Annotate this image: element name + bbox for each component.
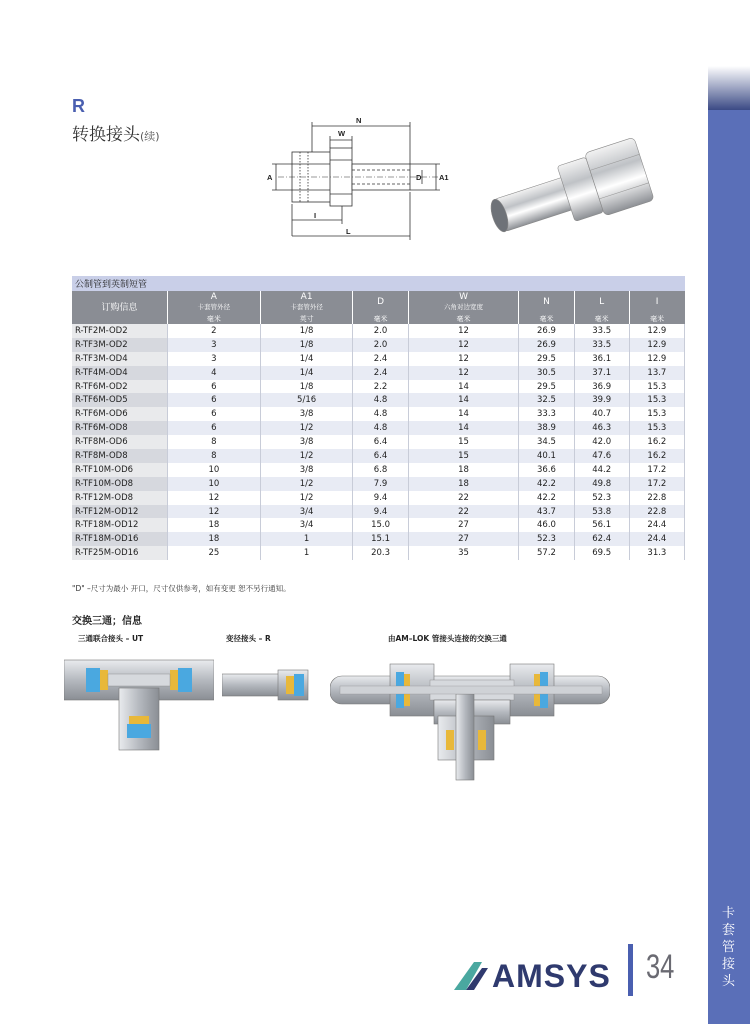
value-cell: 14 xyxy=(408,407,519,421)
value-cell: 24.4 xyxy=(629,532,684,546)
value-cell: 5/16 xyxy=(260,393,353,407)
value-cell: 33.5 xyxy=(574,324,629,338)
col-header-n: N xyxy=(519,291,574,313)
dim-label-n: N xyxy=(356,116,362,125)
value-cell: 6 xyxy=(168,421,261,435)
value-cell: 17.2 xyxy=(629,477,684,491)
value-cell: 1/2 xyxy=(260,477,353,491)
value-cell: 6 xyxy=(168,380,261,394)
value-cell: 42.0 xyxy=(574,435,629,449)
order-code-cell: R-TF8M-OD8 xyxy=(72,449,168,463)
value-cell: 4 xyxy=(168,366,261,380)
col-header-w: W 六角对边宽度 xyxy=(408,291,519,313)
table-row xyxy=(72,491,685,505)
value-cell: 4.8 xyxy=(353,421,408,435)
title-suffix: (续) xyxy=(140,130,160,143)
table-row xyxy=(72,421,685,435)
table-row xyxy=(72,449,685,463)
value-cell: 37.1 xyxy=(574,366,629,380)
value-cell: 15.1 xyxy=(353,532,408,546)
table-row xyxy=(72,338,685,352)
value-cell: 12 xyxy=(168,491,261,505)
value-cell: 25 xyxy=(168,546,261,560)
value-cell: 22.8 xyxy=(629,505,684,519)
value-cell: 18 xyxy=(168,518,261,532)
value-cell: 10 xyxy=(168,477,261,491)
table-row xyxy=(72,393,685,407)
page-title: 转换接头(续) xyxy=(72,125,160,145)
value-cell: 18 xyxy=(408,463,519,477)
order-code-cell: R-TF12M-OD12 xyxy=(72,505,168,519)
value-cell: 6 xyxy=(168,393,261,407)
product-photo xyxy=(480,125,660,235)
unit-a: 毫米 xyxy=(168,313,261,324)
col-header-i: I xyxy=(629,291,684,313)
union-tee-illustration xyxy=(64,648,214,752)
value-cell: 3 xyxy=(168,352,261,366)
table-row xyxy=(72,505,685,519)
value-cell: 18 xyxy=(408,477,519,491)
table-row xyxy=(72,435,685,449)
value-cell: 29.5 xyxy=(519,380,574,394)
table-row xyxy=(72,463,685,477)
table-row xyxy=(72,352,685,366)
value-cell: 2.2 xyxy=(353,380,408,394)
side-category-label: 卡 套 管 接 头 xyxy=(721,906,736,989)
value-cell: 36.9 xyxy=(574,380,629,394)
value-cell: 12 xyxy=(408,352,519,366)
brand-logo: AMSYS xyxy=(492,958,611,994)
dim-label-i: I xyxy=(314,211,317,220)
value-cell: 34.5 xyxy=(519,435,574,449)
value-cell: 2.4 xyxy=(353,366,408,380)
value-cell: 12.9 xyxy=(629,324,684,338)
value-cell: 7.9 xyxy=(353,477,408,491)
value-cell: 1 xyxy=(260,546,353,560)
value-cell: 40.7 xyxy=(574,407,629,421)
value-cell: 36.1 xyxy=(574,352,629,366)
value-cell: 22 xyxy=(408,505,519,519)
dim-label-d: D xyxy=(416,173,422,182)
value-cell: 3/8 xyxy=(260,463,353,477)
value-cell: 6 xyxy=(168,407,261,421)
col-header-order: 订购信息 xyxy=(72,291,168,324)
value-cell: 6.4 xyxy=(353,449,408,463)
value-cell: 26.9 xyxy=(519,324,574,338)
value-cell: 10 xyxy=(168,463,261,477)
side-band xyxy=(708,0,750,1024)
value-cell: 22.8 xyxy=(629,491,684,505)
table-row xyxy=(72,407,685,421)
value-cell: 42.2 xyxy=(519,491,574,505)
value-cell: 1/2 xyxy=(260,421,353,435)
value-cell: 3/4 xyxy=(260,505,353,519)
value-cell: 1/4 xyxy=(260,366,353,380)
order-code-cell: R-TF10M-OD8 xyxy=(72,477,168,491)
dimension-drawing xyxy=(260,112,460,252)
value-cell: 16.2 xyxy=(629,435,684,449)
value-cell: 52.3 xyxy=(519,532,574,546)
value-cell: 56.1 xyxy=(574,518,629,532)
value-cell: 2 xyxy=(168,324,261,338)
table-row xyxy=(72,366,685,380)
reducer-illustration xyxy=(222,668,310,702)
value-cell: 1/2 xyxy=(260,449,353,463)
value-cell: 3 xyxy=(168,338,261,352)
value-cell: 30.5 xyxy=(519,366,574,380)
page-number: 34 xyxy=(646,948,675,986)
order-code-cell: R-TF4M-OD4 xyxy=(72,366,168,380)
value-cell: 1/2 xyxy=(260,491,353,505)
value-cell: 12 xyxy=(408,338,519,352)
value-cell: 8 xyxy=(168,435,261,449)
order-code-cell: R-TF25M-OD16 xyxy=(72,546,168,560)
exchange-tee-illustration xyxy=(330,650,610,782)
value-cell: 22 xyxy=(408,491,519,505)
value-cell: 20.3 xyxy=(353,546,408,560)
order-code-cell: R-TF6M-OD6 xyxy=(72,407,168,421)
value-cell: 43.7 xyxy=(519,505,574,519)
table-section-title: 公制管到英制短管 xyxy=(72,276,685,291)
value-cell: 1/8 xyxy=(260,380,353,394)
table-row xyxy=(72,380,685,394)
value-cell: 57.2 xyxy=(519,546,574,560)
order-code-cell: R-TF10M-OD6 xyxy=(72,463,168,477)
value-cell: 12 xyxy=(168,505,261,519)
col-header-a: A 卡套管外径 xyxy=(168,291,261,313)
value-cell: 40.1 xyxy=(519,449,574,463)
order-code-cell: R-TF8M-OD6 xyxy=(72,435,168,449)
value-cell: 2.0 xyxy=(353,338,408,352)
spec-table-body xyxy=(72,324,685,560)
value-cell: 15.0 xyxy=(353,518,408,532)
unit-d: 毫米 xyxy=(353,313,408,324)
table-row xyxy=(72,477,685,491)
value-cell: 1/4 xyxy=(260,352,353,366)
value-cell: 12.9 xyxy=(629,338,684,352)
footnote: "D" –尺寸为最小 开口，尺寸仅供参考，如有变更 恕不另行通知。 xyxy=(72,584,291,593)
value-cell: 14 xyxy=(408,421,519,435)
value-cell: 2.0 xyxy=(353,324,408,338)
value-cell: 35 xyxy=(408,546,519,560)
value-cell: 27 xyxy=(408,518,519,532)
unit-w: 毫米 xyxy=(408,313,519,324)
value-cell: 2.4 xyxy=(353,352,408,366)
caption-reducer: 变径接头 – R xyxy=(226,634,271,643)
side-band-shade xyxy=(708,0,750,110)
unit-l: 毫米 xyxy=(574,313,629,324)
value-cell: 14 xyxy=(408,393,519,407)
col-header-a1: A1 卡套管外径 xyxy=(260,291,353,313)
value-cell: 18 xyxy=(168,532,261,546)
value-cell: 31.3 xyxy=(629,546,684,560)
value-cell: 46.0 xyxy=(519,518,574,532)
dim-label-a: A xyxy=(267,173,273,182)
value-cell: 6.8 xyxy=(353,463,408,477)
value-cell: 4.8 xyxy=(353,407,408,421)
order-code-cell: R-TF3M-OD2 xyxy=(72,338,168,352)
value-cell: 32.5 xyxy=(519,393,574,407)
value-cell: 29.5 xyxy=(519,352,574,366)
unit-a1: 英寸 xyxy=(260,313,353,324)
value-cell: 1/8 xyxy=(260,324,353,338)
dim-label-w: W xyxy=(338,129,346,138)
value-cell: 62.4 xyxy=(574,532,629,546)
value-cell: 13.7 xyxy=(629,366,684,380)
footer-divider xyxy=(628,944,633,996)
dim-label-a1: A1 xyxy=(439,173,449,182)
value-cell: 15.3 xyxy=(629,407,684,421)
value-cell: 47.6 xyxy=(574,449,629,463)
order-code-cell: R-TF18M-OD12 xyxy=(72,518,168,532)
value-cell: 53.8 xyxy=(574,505,629,519)
value-cell: 38.9 xyxy=(519,421,574,435)
value-cell: 33.5 xyxy=(574,338,629,352)
examples-title: 交换三通；信息 xyxy=(72,616,142,627)
value-cell: 16.2 xyxy=(629,449,684,463)
value-cell: 42.2 xyxy=(519,477,574,491)
value-cell: 44.2 xyxy=(574,463,629,477)
spec-table xyxy=(72,276,685,560)
value-cell: 1/8 xyxy=(260,338,353,352)
value-cell: 46.3 xyxy=(574,421,629,435)
table-row xyxy=(72,546,685,560)
series-letter: R xyxy=(72,96,85,116)
value-cell: 3/4 xyxy=(260,518,353,532)
table-row xyxy=(72,324,685,338)
value-cell: 8 xyxy=(168,449,261,463)
value-cell: 9.4 xyxy=(353,505,408,519)
caption-union-tee: 三通联合接头 – UT xyxy=(78,634,144,643)
table-row xyxy=(72,532,685,546)
value-cell: 36.6 xyxy=(519,463,574,477)
value-cell: 24.4 xyxy=(629,518,684,532)
order-code-cell: R-TF3M-OD4 xyxy=(72,352,168,366)
value-cell: 6.4 xyxy=(353,435,408,449)
value-cell: 17.2 xyxy=(629,463,684,477)
value-cell: 26.9 xyxy=(519,338,574,352)
value-cell: 3/8 xyxy=(260,407,353,421)
unit-n: 毫米 xyxy=(519,313,574,324)
value-cell: 15.3 xyxy=(629,380,684,394)
table-row xyxy=(72,518,685,532)
value-cell: 15.3 xyxy=(629,421,684,435)
order-code-cell: R-TF6M-OD2 xyxy=(72,380,168,394)
value-cell: 15 xyxy=(408,449,519,463)
value-cell: 3/8 xyxy=(260,435,353,449)
order-code-cell: R-TF6M-OD5 xyxy=(72,393,168,407)
value-cell: 49.8 xyxy=(574,477,629,491)
col-header-d: D xyxy=(353,291,408,313)
value-cell: 15.3 xyxy=(629,393,684,407)
order-code-cell: R-TF2M-OD2 xyxy=(72,324,168,338)
order-code-cell: R-TF12M-OD8 xyxy=(72,491,168,505)
value-cell: 12 xyxy=(408,324,519,338)
value-cell: 4.8 xyxy=(353,393,408,407)
value-cell: 69.5 xyxy=(574,546,629,560)
value-cell: 1 xyxy=(260,532,353,546)
amsys-logo-mark-icon xyxy=(452,960,492,992)
value-cell: 9.4 xyxy=(353,491,408,505)
caption-exchange-tee: 由AM–LOK 管接头连接的交换三通 xyxy=(388,634,507,643)
order-code-cell: R-TF18M-OD16 xyxy=(72,532,168,546)
value-cell: 33.3 xyxy=(519,407,574,421)
col-header-l: L xyxy=(574,291,629,313)
value-cell: 12 xyxy=(408,366,519,380)
dim-label-l: L xyxy=(346,227,351,236)
value-cell: 15 xyxy=(408,435,519,449)
value-cell: 39.9 xyxy=(574,393,629,407)
value-cell: 27 xyxy=(408,532,519,546)
order-code-cell: R-TF6M-OD8 xyxy=(72,421,168,435)
unit-i: 毫米 xyxy=(629,313,684,324)
value-cell: 52.3 xyxy=(574,491,629,505)
value-cell: 14 xyxy=(408,380,519,394)
value-cell: 12.9 xyxy=(629,352,684,366)
